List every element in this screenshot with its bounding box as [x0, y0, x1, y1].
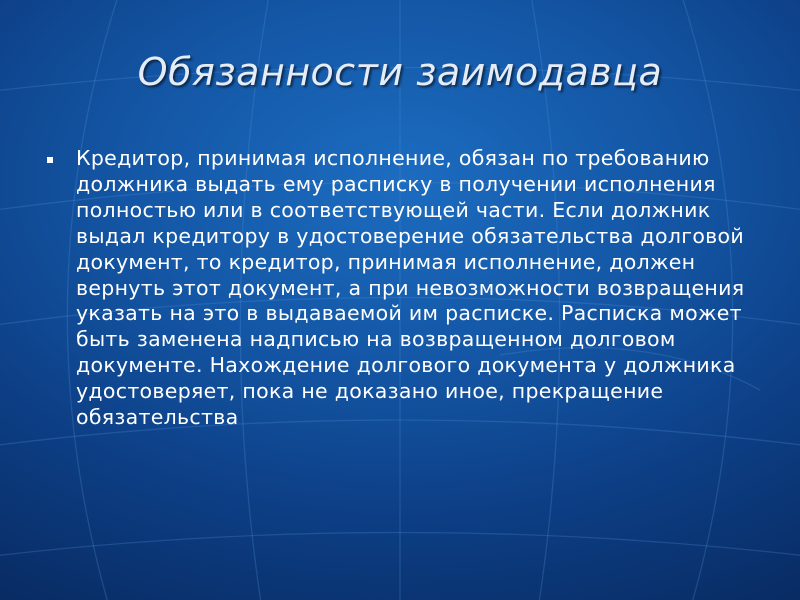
square-bullet-icon: [47, 157, 53, 163]
bullet-list: [42, 146, 754, 431]
bullet-text: Кредитор, принимая исполнение, обязан по требованию должника выдать ему расписку в получении исполнения полностью или в соответствующей части. Если должник выдал кредитору в удостоверение обязательства долговой документ, то кредитор, принимая исполнение, должен вернуть этот документ, а при невозможности возвращения указать на это в выдаваемой им расписке. Расписка может быть заменена надписью на возвращенном долговом документе. Нахождение долгового документа у должника удостоверяет, пока не доказано иное, прекращение обязательства: [76, 146, 745, 430]
slide-title: Обязанности заимодавца: [137, 50, 663, 94]
bullet-item: [42, 146, 754, 431]
